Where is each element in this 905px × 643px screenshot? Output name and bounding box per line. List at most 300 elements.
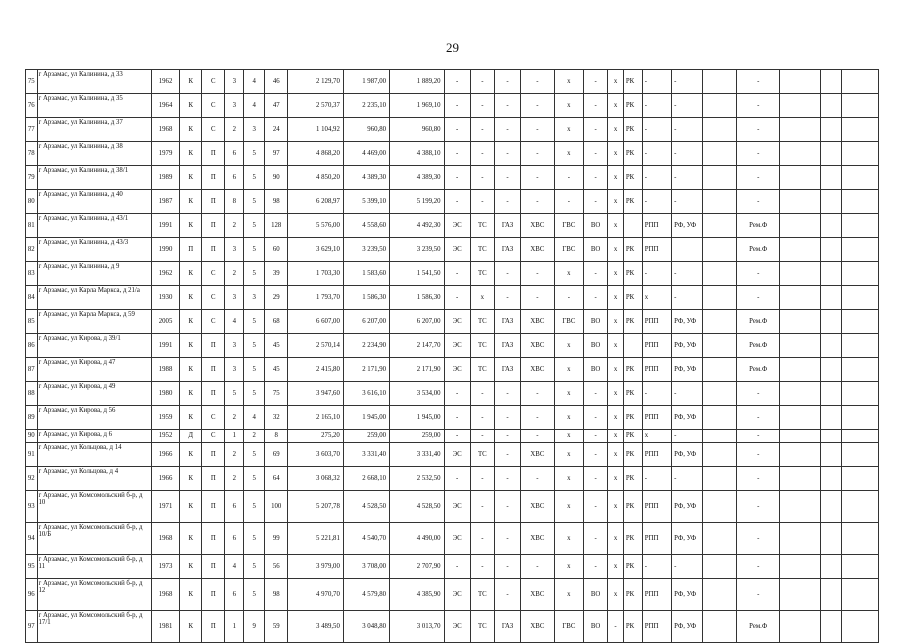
residential-area-cell: 4 389,30: [390, 166, 445, 190]
utility-cell: х: [608, 334, 624, 358]
floors-cell: 2: [225, 467, 244, 491]
utility-cell: РК: [623, 262, 642, 286]
table-row: [26, 94, 879, 118]
building-type-cell: П: [202, 358, 225, 382]
address-cell: г Арзамас, ул Калинина, д 43/3: [37, 238, 151, 262]
address-cell: г Арзамас, ул Карла Маркса, д 59: [37, 310, 151, 334]
utility-cell: х: [608, 190, 624, 214]
row-number-cell: 86: [26, 334, 38, 358]
building-type-cell: П: [202, 491, 225, 523]
table-row: [26, 214, 879, 238]
utility-cell: -: [584, 406, 608, 430]
year-cell: 1987: [151, 190, 179, 214]
utility-cell: -: [470, 70, 494, 94]
utility-cell: -: [584, 523, 608, 555]
total-area-cell: 4 850,20: [288, 166, 344, 190]
utility-cell: -: [672, 70, 702, 94]
apartments-cell: 97: [265, 142, 288, 166]
year-cell: 1991: [151, 214, 179, 238]
utility-cell: ЭС: [444, 310, 470, 334]
row-number-cell: 96: [26, 579, 38, 611]
utility-cell: -: [642, 382, 671, 406]
total-area-cell: 1 793,70: [288, 286, 344, 310]
table-row: [26, 70, 879, 94]
utility-cell: -: [672, 286, 702, 310]
empty-cell: [780, 555, 821, 579]
table-row: [26, 262, 879, 286]
year-cell: 1959: [151, 406, 179, 430]
total-area-cell: 5 221,81: [288, 523, 344, 555]
utility-cell: -: [444, 382, 470, 406]
wall-material-cell: К: [180, 190, 202, 214]
utility-cell: -: [470, 406, 494, 430]
floors-cell: 6: [225, 166, 244, 190]
entrances-cell: 5: [244, 467, 265, 491]
entrances-cell: 5: [244, 334, 265, 358]
address-cell: г Арзамас, ул Калинина, д 43/1: [37, 214, 151, 238]
utility-cell: РК: [623, 467, 642, 491]
table-row: [26, 190, 879, 214]
year-cell: 1980: [151, 382, 179, 406]
empty-cell: [780, 70, 821, 94]
apartments-cell: 47: [265, 94, 288, 118]
empty-cell: [780, 382, 821, 406]
utility-cell: -: [470, 523, 494, 555]
utility-cell: РК: [623, 491, 642, 523]
empty-cell: [780, 166, 821, 190]
row-number-cell: 91: [26, 443, 38, 467]
utility-cell: РК: [623, 190, 642, 214]
year-cell: 1988: [151, 358, 179, 382]
empty-cell: [780, 190, 821, 214]
utility-cell: -: [470, 94, 494, 118]
apartments-cell: 56: [265, 555, 288, 579]
address-cell: г Арзамас, ул Комсомольский б-р, д 17/1: [37, 611, 151, 643]
utility-cell: -: [444, 190, 470, 214]
utility-cell: -: [494, 491, 520, 523]
utility-cell: ТС: [470, 262, 494, 286]
utility-cell: [702, 430, 737, 443]
residential-area-cell: 4 492,30: [390, 214, 445, 238]
utility-cell: ТС: [470, 334, 494, 358]
utility-cell: х: [554, 70, 583, 94]
residential-area-cell: 4 528,50: [390, 491, 445, 523]
building-type-cell: С: [202, 406, 225, 430]
utility-cell: -: [521, 166, 555, 190]
wall-material-cell: К: [180, 611, 202, 643]
row-number-cell: 75: [26, 70, 38, 94]
utility-cell: РК: [623, 142, 642, 166]
empty-cell: [780, 467, 821, 491]
table-row: [26, 382, 879, 406]
table-row: [26, 358, 879, 382]
utility-cell: -: [494, 166, 520, 190]
utility-cell: Рем.Ф: [737, 358, 780, 382]
floors-cell: 3: [225, 70, 244, 94]
building-type-cell: П: [202, 579, 225, 611]
building-type-cell: С: [202, 118, 225, 142]
utility-cell: ГАЗ: [494, 358, 520, 382]
wall-material-cell: К: [180, 555, 202, 579]
building-type-cell: П: [202, 238, 225, 262]
empty-cell: [842, 334, 879, 358]
building-type-cell: П: [202, 443, 225, 467]
building-type-cell: П: [202, 166, 225, 190]
utility-cell: -: [737, 142, 780, 166]
residential-area-cell: 1 945,00: [390, 406, 445, 430]
utility-cell: Рем.Ф: [737, 238, 780, 262]
utility-cell: ВО: [584, 238, 608, 262]
empty-cell: [842, 94, 879, 118]
utility-cell: ЭС: [444, 334, 470, 358]
apartments-cell: 64: [265, 467, 288, 491]
empty-cell: [780, 286, 821, 310]
utility-cell: -: [494, 406, 520, 430]
table-row: [26, 467, 879, 491]
utility-cell: РК: [623, 310, 642, 334]
empty-cell: [821, 443, 842, 467]
utility-cell: х: [642, 430, 671, 443]
living-area-cell: 3 708,00: [343, 555, 389, 579]
wall-material-cell: К: [180, 286, 202, 310]
apartments-cell: 46: [265, 70, 288, 94]
empty-cell: [821, 94, 842, 118]
residential-area-cell: 2 171,90: [390, 358, 445, 382]
empty-cell: [821, 334, 842, 358]
wall-material-cell: К: [180, 406, 202, 430]
total-area-cell: 3 068,32: [288, 467, 344, 491]
utility-cell: -: [444, 142, 470, 166]
utility-cell: [702, 70, 737, 94]
utility-cell: [702, 310, 737, 334]
utility-cell: х: [554, 430, 583, 443]
total-area-cell: 275,20: [288, 430, 344, 443]
utility-cell: -: [521, 118, 555, 142]
utility-cell: ХВС: [521, 214, 555, 238]
empty-cell: [780, 118, 821, 142]
utility-cell: х: [554, 523, 583, 555]
utility-cell: ВО: [584, 611, 608, 643]
living-area-cell: 4 540,70: [343, 523, 389, 555]
table-body: [26, 70, 879, 643]
utility-cell: [702, 443, 737, 467]
total-area-cell: 1 104,92: [288, 118, 344, 142]
utility-cell: -: [494, 70, 520, 94]
year-cell: 1966: [151, 443, 179, 467]
row-number-cell: 84: [26, 286, 38, 310]
year-cell: 1989: [151, 166, 179, 190]
year-cell: 1968: [151, 523, 179, 555]
utility-cell: -: [737, 491, 780, 523]
utility-cell: ГВС: [554, 214, 583, 238]
table-row: [26, 142, 879, 166]
living-area-cell: 3 239,50: [343, 238, 389, 262]
empty-cell: [780, 238, 821, 262]
utility-cell: РФ, УФ: [672, 491, 702, 523]
residential-area-cell: 5 199,20: [390, 190, 445, 214]
utility-cell: -: [494, 262, 520, 286]
utility-cell: х: [554, 406, 583, 430]
building-type-cell: С: [202, 310, 225, 334]
wall-material-cell: К: [180, 358, 202, 382]
utility-cell: -: [470, 430, 494, 443]
empty-cell: [842, 382, 879, 406]
utility-cell: ГВС: [554, 310, 583, 334]
total-area-cell: 2 415,80: [288, 358, 344, 382]
total-area-cell: 1 703,30: [288, 262, 344, 286]
utility-cell: -: [444, 166, 470, 190]
utility-cell: -: [672, 430, 702, 443]
utility-cell: ХВС: [521, 334, 555, 358]
total-area-cell: 5 576,00: [288, 214, 344, 238]
apartments-cell: 100: [265, 491, 288, 523]
empty-cell: [842, 358, 879, 382]
entrances-cell: 3: [244, 118, 265, 142]
utility-cell: ГВС: [554, 611, 583, 643]
residential-area-cell: 3 013,70: [390, 611, 445, 643]
empty-cell: [842, 262, 879, 286]
utility-cell: -: [521, 286, 555, 310]
year-cell: 1962: [151, 262, 179, 286]
utility-cell: -: [584, 190, 608, 214]
utility-cell: ВО: [584, 579, 608, 611]
utility-cell: РК: [623, 166, 642, 190]
utility-cell: -: [584, 491, 608, 523]
utility-cell: [702, 238, 737, 262]
total-area-cell: 3 603,70: [288, 443, 344, 467]
entrances-cell: 5: [244, 310, 265, 334]
table-row: [26, 334, 879, 358]
apartments-cell: 75: [265, 382, 288, 406]
entrances-cell: 5: [244, 238, 265, 262]
empty-cell: [842, 310, 879, 334]
empty-cell: [821, 523, 842, 555]
building-type-cell: С: [202, 286, 225, 310]
utility-cell: -: [642, 94, 671, 118]
utility-cell: -: [584, 443, 608, 467]
entrances-cell: 5: [244, 358, 265, 382]
utility-cell: х: [608, 286, 624, 310]
total-area-cell: 3 629,10: [288, 238, 344, 262]
empty-cell: [821, 310, 842, 334]
wall-material-cell: К: [180, 491, 202, 523]
utility-cell: [702, 523, 737, 555]
utility-cell: х: [608, 579, 624, 611]
building-type-cell: С: [202, 94, 225, 118]
utility-cell: ЭС: [444, 579, 470, 611]
utility-cell: х: [608, 358, 624, 382]
utility-cell: -: [494, 430, 520, 443]
utility-cell: -: [494, 443, 520, 467]
utility-cell: РПП: [642, 358, 671, 382]
utility-cell: -: [521, 142, 555, 166]
utility-cell: х: [608, 467, 624, 491]
utility-cell: -: [444, 555, 470, 579]
empty-cell: [780, 406, 821, 430]
utility-cell: [672, 238, 702, 262]
entrances-cell: 5: [244, 382, 265, 406]
utility-cell: [623, 214, 642, 238]
empty-cell: [780, 579, 821, 611]
utility-cell: -: [521, 406, 555, 430]
empty-cell: [842, 406, 879, 430]
wall-material-cell: К: [180, 382, 202, 406]
empty-cell: [842, 443, 879, 467]
wall-material-cell: К: [180, 334, 202, 358]
empty-cell: [821, 382, 842, 406]
utility-cell: -: [672, 166, 702, 190]
year-cell: 1971: [151, 491, 179, 523]
utility-cell: ВО: [584, 310, 608, 334]
utility-cell: -: [737, 406, 780, 430]
floors-cell: 4: [225, 310, 244, 334]
utility-cell: -: [554, 166, 583, 190]
building-type-cell: П: [202, 142, 225, 166]
utility-cell: -: [521, 70, 555, 94]
utility-cell: -: [521, 430, 555, 443]
floors-cell: 3: [225, 94, 244, 118]
utility-cell: -: [737, 467, 780, 491]
residential-area-cell: 1 969,10: [390, 94, 445, 118]
utility-cell: ВО: [584, 214, 608, 238]
floors-cell: 8: [225, 190, 244, 214]
utility-cell: -: [470, 118, 494, 142]
floors-cell: 2: [225, 406, 244, 430]
empty-cell: [821, 262, 842, 286]
apartments-cell: 32: [265, 406, 288, 430]
empty-cell: [780, 430, 821, 443]
floors-cell: 2: [225, 118, 244, 142]
utility-cell: ЭС: [444, 358, 470, 382]
residential-area-cell: 259,00: [390, 430, 445, 443]
building-type-cell: П: [202, 334, 225, 358]
floors-cell: 6: [225, 579, 244, 611]
apartments-cell: 59: [265, 611, 288, 643]
utility-cell: РПП: [642, 523, 671, 555]
entrances-cell: 3: [244, 286, 265, 310]
empty-cell: [780, 142, 821, 166]
empty-cell: [780, 334, 821, 358]
entrances-cell: 5: [244, 190, 265, 214]
empty-cell: [821, 286, 842, 310]
empty-cell: [842, 579, 879, 611]
address-cell: г Арзамас, ул Калинина, д 9: [37, 262, 151, 286]
utility-cell: -: [672, 118, 702, 142]
utility-cell: ГВС: [554, 238, 583, 262]
utility-cell: х: [554, 579, 583, 611]
address-cell: г Арзамас, ул Кирова, д 56: [37, 406, 151, 430]
utility-cell: -: [737, 430, 780, 443]
entrances-cell: 4: [244, 94, 265, 118]
table-row: [26, 443, 879, 467]
utility-cell: -: [608, 611, 624, 643]
utility-cell: -: [584, 94, 608, 118]
utility-cell: -: [470, 555, 494, 579]
residential-area-cell: 1 889,20: [390, 70, 445, 94]
utility-cell: х: [554, 555, 583, 579]
building-type-cell: П: [202, 611, 225, 643]
year-cell: 1973: [151, 555, 179, 579]
row-number-cell: 77: [26, 118, 38, 142]
empty-cell: [780, 523, 821, 555]
apartments-cell: 45: [265, 358, 288, 382]
utility-cell: -: [737, 382, 780, 406]
utility-cell: РПП: [642, 214, 671, 238]
utility-cell: РК: [623, 406, 642, 430]
living-area-cell: 6 207,00: [343, 310, 389, 334]
utility-cell: [702, 166, 737, 190]
table-row: [26, 286, 879, 310]
utility-cell: [702, 406, 737, 430]
empty-cell: [821, 430, 842, 443]
total-area-cell: 4 868,20: [288, 142, 344, 166]
utility-cell: х: [608, 310, 624, 334]
utility-cell: -: [737, 523, 780, 555]
utility-cell: ВО: [584, 334, 608, 358]
utility-cell: -: [642, 555, 671, 579]
row-number-cell: 85: [26, 310, 38, 334]
utility-cell: -: [672, 190, 702, 214]
living-area-cell: 4 389,30: [343, 166, 389, 190]
utility-cell: -: [584, 430, 608, 443]
utility-cell: РПП: [642, 334, 671, 358]
wall-material-cell: К: [180, 142, 202, 166]
row-number-cell: 83: [26, 262, 38, 286]
utility-cell: ТС: [470, 443, 494, 467]
wall-material-cell: К: [180, 118, 202, 142]
floors-cell: 4: [225, 555, 244, 579]
utility-cell: -: [494, 579, 520, 611]
utility-cell: ТС: [470, 358, 494, 382]
floors-cell: 5: [225, 382, 244, 406]
utility-cell: -: [470, 190, 494, 214]
year-cell: 1990: [151, 238, 179, 262]
floors-cell: 3: [225, 334, 244, 358]
building-type-cell: П: [202, 555, 225, 579]
utility-cell: х: [608, 491, 624, 523]
utility-cell: х: [554, 118, 583, 142]
apartments-cell: 24: [265, 118, 288, 142]
building-type-cell: П: [202, 190, 225, 214]
wall-material-cell: К: [180, 94, 202, 118]
utility-cell: х: [470, 286, 494, 310]
utility-cell: -: [737, 555, 780, 579]
floors-cell: 1: [225, 611, 244, 643]
empty-cell: [821, 358, 842, 382]
row-number-cell: 92: [26, 467, 38, 491]
utility-cell: -: [672, 467, 702, 491]
floors-cell: 2: [225, 443, 244, 467]
utility-cell: -: [642, 190, 671, 214]
living-area-cell: 1 586,30: [343, 286, 389, 310]
year-cell: 1962: [151, 70, 179, 94]
page-number: 29: [446, 40, 459, 55]
empty-cell: [842, 118, 879, 142]
utility-cell: -: [521, 94, 555, 118]
utility-cell: РФ, УФ: [672, 523, 702, 555]
living-area-cell: 5 399,10: [343, 190, 389, 214]
total-area-cell: 3 947,60: [288, 382, 344, 406]
living-area-cell: 3 048,80: [343, 611, 389, 643]
living-area-cell: 1 987,00: [343, 70, 389, 94]
apartments-cell: 98: [265, 579, 288, 611]
residential-area-cell: 4 490,00: [390, 523, 445, 555]
year-cell: 1991: [151, 334, 179, 358]
entrances-cell: 5: [244, 142, 265, 166]
utility-cell: х: [554, 358, 583, 382]
empty-cell: [842, 166, 879, 190]
row-number-cell: 88: [26, 382, 38, 406]
